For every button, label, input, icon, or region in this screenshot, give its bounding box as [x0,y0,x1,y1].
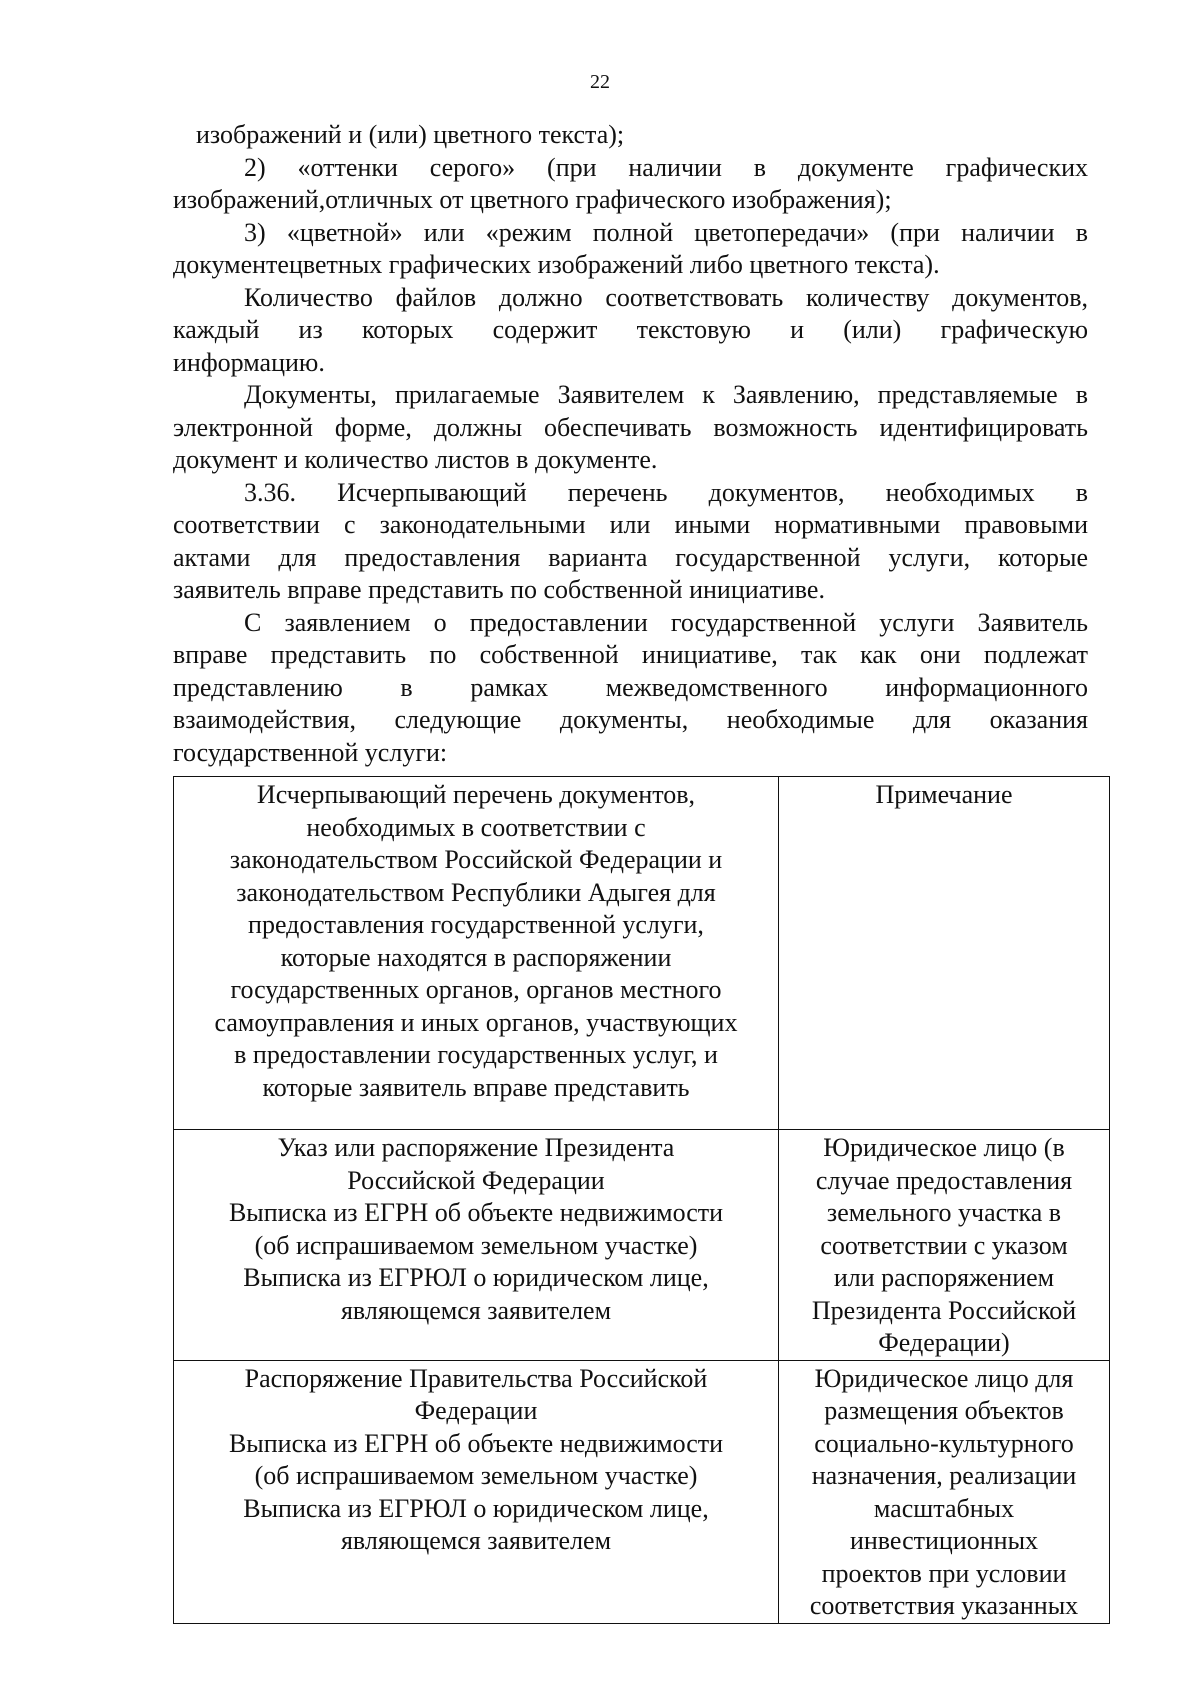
table-row [174,1360,1110,1623]
text-line: Документы, прилагаемые Заявителем к Заявлению, представляемые в [244,380,1088,409]
text-line: изображений и (или) цветного текста); [196,120,625,149]
text-line: изображений,отличных от цветного графического изображения); [173,185,892,214]
cell-line: масштабных [873,1493,1015,1523]
cell-line: случае предоставления [815,1165,1073,1195]
text-line: 2) «оттенки серого» (при наличии в документе графических [244,152,1088,182]
cell-line: соответствия указанных [809,1591,1079,1620]
cell-line: предоставления государственной услуги, [248,910,704,939]
table-row [174,1130,1110,1361]
table-header-cell-documents [174,777,779,1130]
text-line: представлению в рамках межведомственного информационного [173,672,1088,702]
cell-line: проектов при условии [821,1558,1067,1588]
cell-line: (об испрашиваемом земельном участке) [254,1461,698,1490]
text-line: электронной форме, должны обеспечивать возможность идентифицировать [173,412,1088,442]
cell-line: являющемся заявителем [340,1526,612,1555]
cell-line: Юридическое лицо (в [823,1133,1065,1162]
cell-line: которые находятся в распоряжении [280,942,672,972]
cell-line: земельного участка в [826,1198,1062,1227]
cell-line: Президента Российской [811,1295,1077,1325]
cell-line: в предоставлении государственных услуг, и [234,1040,718,1069]
cell-line: Выписка из ЕГРН об объекте недвижимости [228,1198,724,1227]
cell-line: Выписка из ЕГРЮЛ о юридическом лице, [243,1263,709,1292]
table-header-row [174,777,1110,1130]
cell-line: Распоряжение Правительства Российской [244,1363,708,1393]
cell-line: являющемся заявителем [340,1295,612,1325]
cell-line: которые заявитель вправе представить [262,1072,690,1102]
text-line: государственной услуги: [173,737,448,767]
text-line: С заявлением о предоставлении государственной услуги Заявитель [244,607,1088,637]
table-header-cell-note [779,777,1110,1130]
cell-line: или распоряжением [833,1263,1055,1292]
text-line: документецветных графических изображений либо цветного текста). [173,250,940,279]
cell-line: Федерации [414,1396,538,1425]
table-cell-documents [174,1360,779,1623]
cell-line: инвестиционных [849,1526,1039,1555]
cell-line: Исчерпывающий перечень документов, [256,780,696,809]
cell-line: Выписка из ЕГРЮЛ о юридическом лице, [243,1493,709,1523]
documents-table [173,776,1110,1624]
table-cell-note [779,1360,1110,1623]
text-line: взаимодействия, следующие документы, необходимые для оказания [173,705,1088,734]
cell-line: (об испрашиваемом земельном участке) [254,1230,698,1260]
cell-line: государственных органов, органов местного [230,975,722,1004]
cell-line: законодательством Республики Адыгея для [236,877,716,907]
text-line: актами для предоставления варианта государственной услуги, которые [173,542,1088,572]
cell-line: Федерации) [878,1328,1010,1357]
cell-line: назначения, реализации [811,1461,1077,1490]
cell-line: самоуправления и иных органов, участвующих [214,1007,738,1037]
table-cell-documents [174,1130,779,1361]
table-cell-note [779,1130,1110,1361]
cell-line: соответствии с указом [820,1230,1068,1260]
text-line: документ и количество листов в документе. [173,445,658,474]
page-number: 22 [590,71,610,93]
text-line: заявитель вправе представить по собственной инициативе. [173,575,825,604]
text-line: 3) «цветной» или «режим полной цветопередачи» (при наличии в [244,217,1088,247]
cell-line: необходимых в соответствии с [306,812,646,842]
cell-line: Российской Федерации [347,1165,605,1195]
cell-line: Выписка из ЕГРН об объекте недвижимости [228,1428,724,1458]
cell-line: социально-культурного [814,1428,1074,1458]
text-line: информацию. [173,347,325,377]
cell-line: Примечание [875,780,1013,809]
text-line: Количество файлов должно соответствовать количеству документов, [244,282,1088,312]
text-line: вправе представить по собственной инициативе, так как они подлежат [173,640,1088,669]
text-line: каждый из которых содержит текстовую и (или) графическую [173,315,1088,344]
text-line: соответствии с законодательными или иными нормативными правовыми [173,510,1088,539]
cell-line: Указ или распоряжение Президента [277,1133,675,1162]
body-text [173,119,1088,769]
text-line: 3.36. Исчерпывающий перечень документов, необходимых в [244,477,1088,507]
cell-line: размещения объектов [824,1396,1064,1425]
cell-line: Юридическое лицо для [814,1363,1074,1393]
cell-line: законодательством Российской Федерации и [229,845,723,874]
